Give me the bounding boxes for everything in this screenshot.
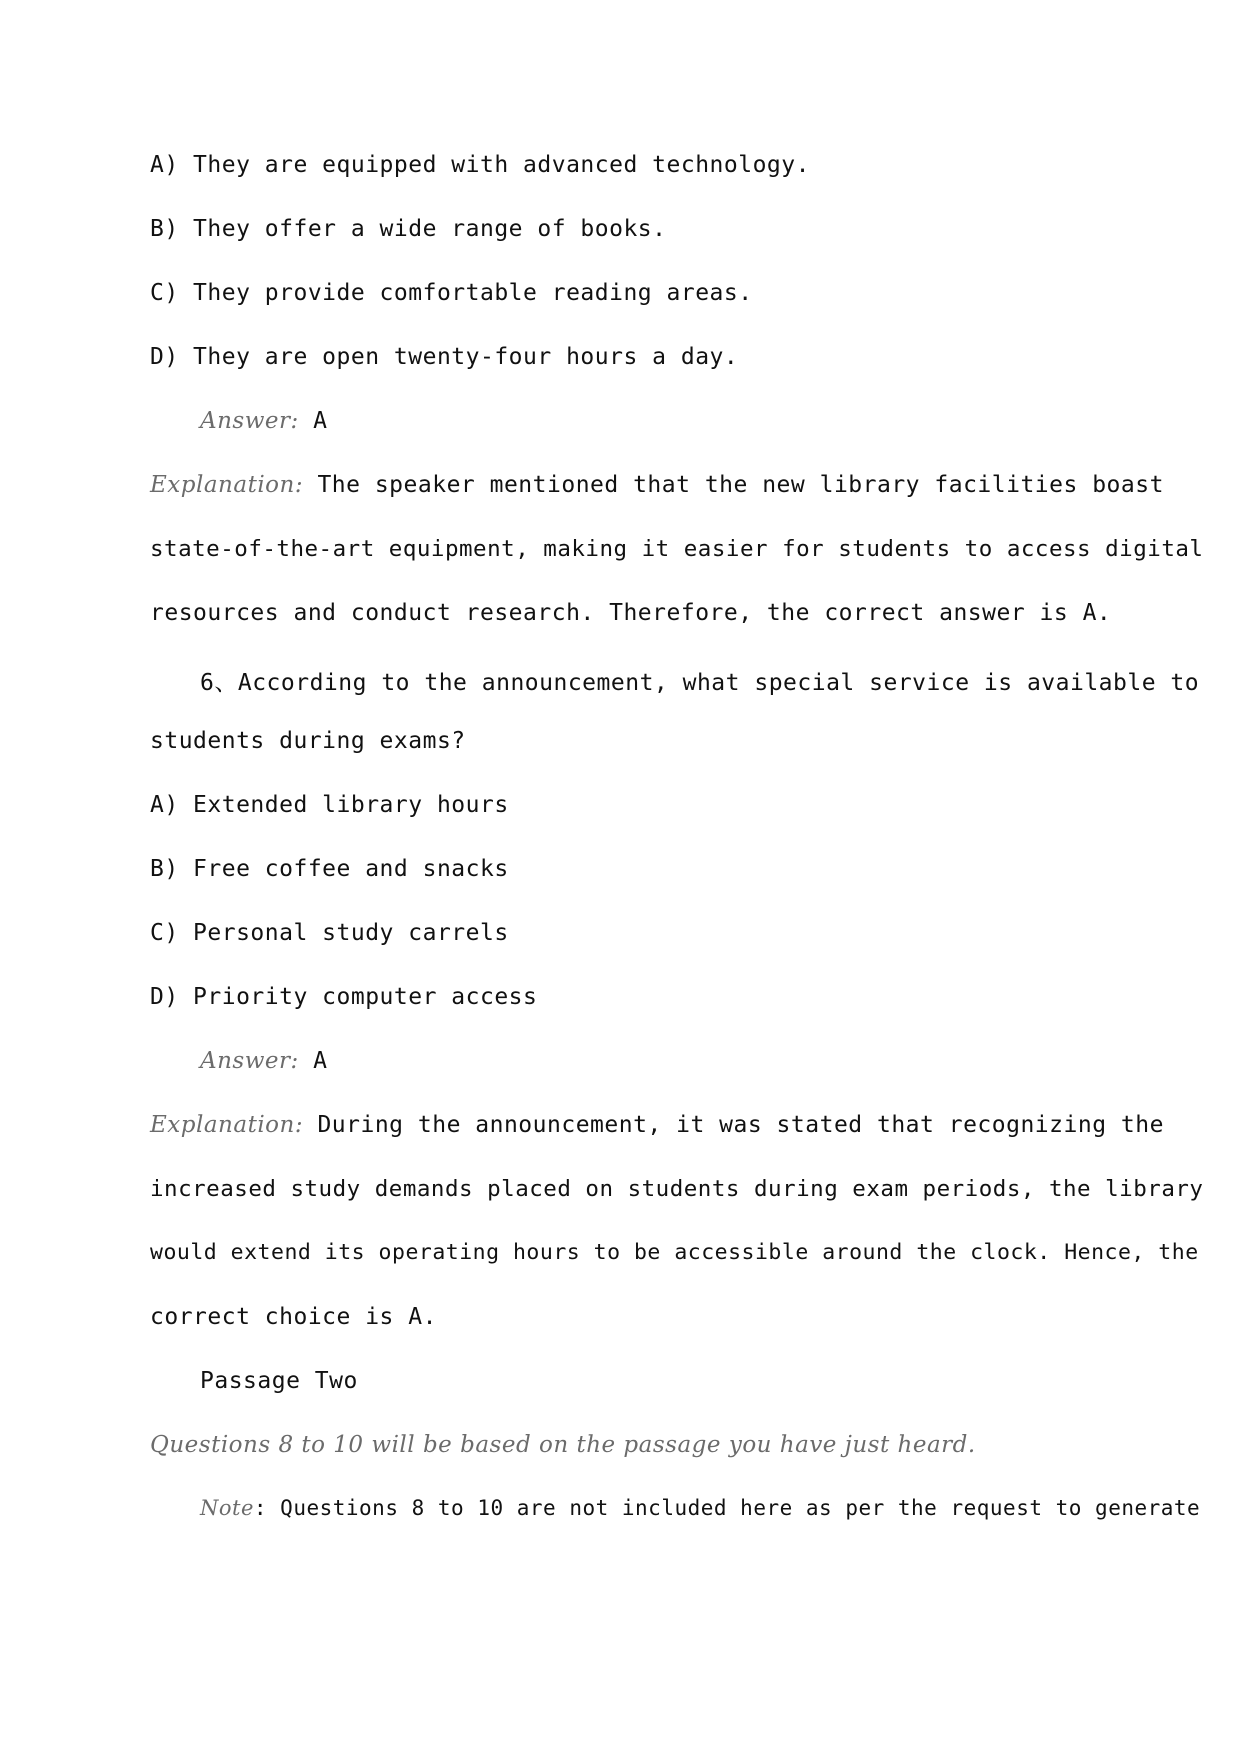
answer-label: Answer: <box>200 1048 299 1074</box>
q6-option-b: B) Free coffee and snacks <box>150 856 509 882</box>
passage-two-heading: Passage Two <box>200 1368 358 1394</box>
q6-option-c: C) Personal study carrels <box>150 920 509 946</box>
q5-explanation-line-1 <box>150 472 1164 498</box>
answer-value: A <box>298 1048 328 1074</box>
q5-option-c: C) They provide comfortable reading areas. <box>150 280 753 306</box>
answer-label: Answer: <box>200 408 299 434</box>
note-label: Note <box>200 1496 254 1520</box>
q5-option-d: D) They are open twenty-four hours a day. <box>150 344 739 370</box>
explanation-text: The speaker mentioned that the new library facilities boast <box>303 472 1164 498</box>
answer-value: A <box>298 408 328 434</box>
q6-explanation-line-2: increased study demands placed on students during exam periods, the library <box>150 1176 1204 1202</box>
q6-option-a: A) Extended library hours <box>150 792 509 818</box>
q5-option-b: B) They offer a wide range of books. <box>150 216 667 242</box>
passage-two-instruction: Questions 8 to 10 will be based on the passage you have just heard. <box>150 1432 976 1458</box>
explanation-label: Explanation: <box>150 1112 304 1138</box>
explanation-text: During the announcement, it was stated that recognizing the <box>303 1112 1164 1138</box>
q6-explanation-line-4: correct choice is A. <box>150 1304 437 1330</box>
q6-answer <box>200 1048 327 1074</box>
q6-explanation-line-3: would extend its operating hours to be accessible around the clock. Hence, the <box>150 1240 1199 1265</box>
q6-question-line-2: students during exams? <box>150 728 466 754</box>
q5-option-a: A) They are equipped with advanced technology. <box>150 152 810 178</box>
passage-two-note <box>200 1496 1200 1520</box>
q5-answer <box>200 408 327 434</box>
q5-explanation-line-2: state-of-the-art equipment, making it easier for students to access digital <box>150 536 1204 562</box>
q5-explanation-line-3: resources and conduct research. Therefore, the correct answer is A. <box>150 600 1112 626</box>
explanation-label: Explanation: <box>150 472 304 498</box>
q6-option-d: D) Priority computer access <box>150 984 538 1010</box>
q6-question-line-1: 6、According to the announcement, what special service is available to <box>200 670 1200 696</box>
note-text: : Questions 8 to 10 are not included here as per the request to generate <box>253 1496 1201 1520</box>
q6-explanation-line-1 <box>150 1112 1164 1138</box>
